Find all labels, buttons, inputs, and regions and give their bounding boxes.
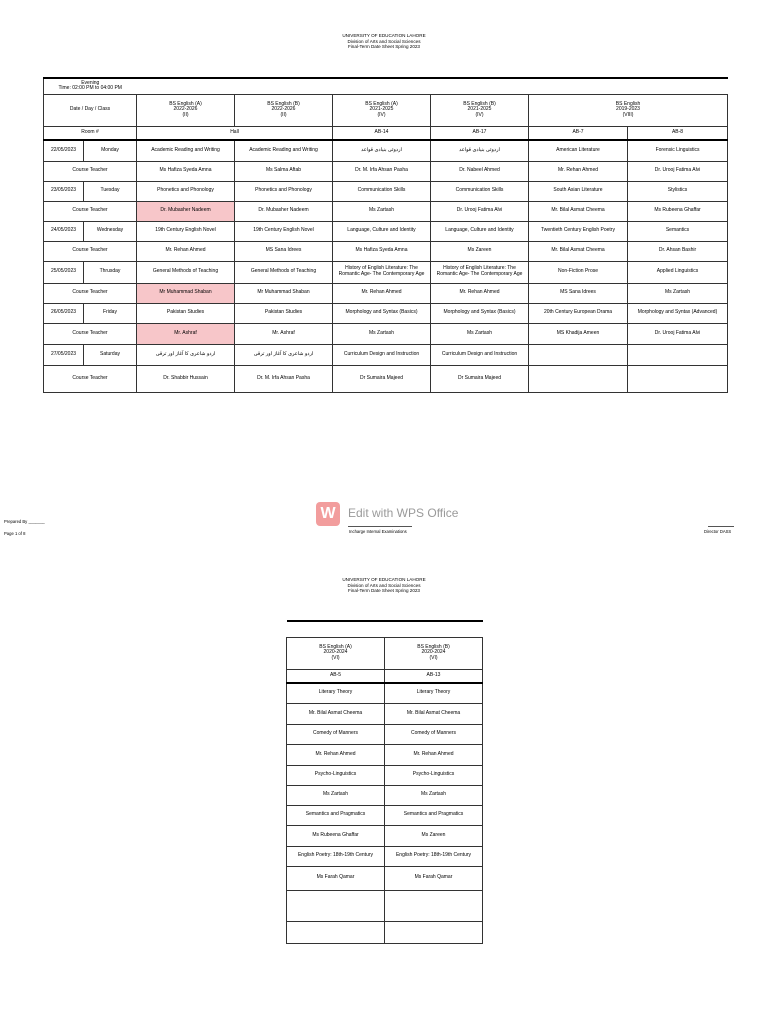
page2-cell: Ms Zareen [385,825,483,846]
teacher-cell: Dr Sumaira Majeed [431,365,529,392]
page2-cell: Mr. Rehan Ahmed [287,744,385,765]
page2-row [287,744,483,765]
page2-row [287,703,483,724]
page-number: Page 1 of 8 [4,531,26,536]
teacher-cell: Dr Sumaira Majeed [333,365,431,392]
wps-watermark-text: Edit with WPS Office [348,506,459,520]
day-cell: Thrusday [84,261,137,283]
teacher-cell: Mr. Rehan Ahmed [333,283,431,303]
teacher-cell: Ms Rubeena Ghaffar [628,201,728,221]
class-header: BS English (A) 2021-2025 (IV) [333,94,431,126]
page2-cell: Semantics and Pragmatics [287,805,385,825]
page2-row [287,785,483,805]
teacher-cell: Mr. Bilal Asmat Cheema [529,201,628,221]
subject-cell: Morphology and Syntax (Basics) [431,303,529,323]
teacher-cell: Mr. Rehan Ahmed [431,283,529,303]
class-header: BS English (A) 2020-2024 (VI) [287,637,385,669]
room-cell: AB-8 [628,126,728,140]
class-header: BS English (B) 2022-2026 (II) [235,94,333,126]
teacher-row [44,283,728,303]
page2-cell: Ms Rubeena Ghaffar [287,825,385,846]
subject-cell: History of English Literature: The Romantic Age- The Contemporary Age [333,261,431,283]
subject-cell: Twentieth Century English Poetry [529,221,628,241]
teacher-cell: Dr. M. Irfa Ahsan Pasha [333,161,431,181]
class-header: BS English 2019-2023 (VIII) [529,94,728,126]
teacher-cell: Ms Zartash [333,323,431,344]
class-header: BS English (A) 2022-2026 (II) [137,94,235,126]
teacher-cell: Mr. Bilal Asmat Cheema [529,241,628,261]
page2-cell: Psycho-Linguistics [385,765,483,785]
teacher-cell: Ms Zareen [431,241,529,261]
teacher-cell: Dr. Urooj Fatima Alvi [431,201,529,221]
datesheet-title: Final-Term Date Sheet Spring 2023 [347,588,420,594]
page2-row [287,825,483,846]
subject-cell: Pakistan Studies [137,303,235,323]
teacher-cell: Ms Hafiza Syeda Amna [137,161,235,181]
room-cell: AB-14 [333,126,431,140]
page2-top-spacer [287,621,483,637]
course-teacher-label: Course Teacher [44,161,137,181]
subject-row [44,181,728,201]
page2-row [287,846,483,866]
page2-cell: Comedy of Manners [385,724,483,744]
teacher-cell: Dr. Mubasher Nadeem [235,201,333,221]
teacher-cell: Dr. Urooj Fatima Alvi [628,161,728,181]
page2-cell: Literary Theory [385,683,483,703]
teacher-cell: Ms Salma Aftab [235,161,333,181]
date-cell: 25/05/2023 [44,261,84,283]
page2-row [287,805,483,825]
page2-row [287,765,483,785]
course-teacher-label: Course Teacher [44,201,137,221]
page2-cell: Mr. Rehan Ahmed [385,744,483,765]
teacher-cell: Dr. Mubasher Nadeem [137,201,235,221]
subject-cell: Non-Fiction Prose [529,261,628,283]
teacher-cell: Mr Muhammad Shaban [235,283,333,303]
subject-cell: 20th Century European Drama [529,303,628,323]
course-teacher-label: Course Teacher [44,241,137,261]
subject-row [44,344,728,365]
date-cell: 24/05/2023 [44,221,84,241]
page2-cell [287,921,385,943]
teacher-cell: Dr. Nabeel Ahmed [431,161,529,181]
page2-cell: Mr. Bilal Asmat Cheema [287,703,385,724]
subject-cell [529,344,628,365]
subject-cell: Phonetics and Phonology [235,181,333,201]
page2-cell: Ms Zartash [385,785,483,805]
subject-cell: Morphology and Syntax (Basics) [333,303,431,323]
teacher-cell: Dr. Shabbir Hussain [137,365,235,392]
prepared-by: Prepared By _______ [4,519,45,524]
day-cell: Wednesday [84,221,137,241]
division-name: Division of Arts and Social Sciences [347,582,421,588]
teacher-cell: Mr Muhammad Shaban [137,283,235,303]
subject-row [44,303,728,323]
page2-cell: English Poetry: 18th-19th Century [287,846,385,866]
day-cell: Monday [84,140,137,161]
subject-cell: General Methods of Teaching [235,261,333,283]
teacher-cell: Ms Hafiza Syeda Amna [333,241,431,261]
subject-row [44,261,728,283]
page2-schedule-body [287,683,483,943]
page2-cell: Ms Zartash [287,785,385,805]
teacher-cell: MS Khadija Ameen [529,323,628,344]
teacher-cell: Ms Zartash [628,283,728,303]
page2-row [287,683,483,703]
page1-header [0,33,768,50]
date-cell: 27/05/2023 [44,344,84,365]
page2-cell: Mr. Bilal Asmat Cheema [385,703,483,724]
page2-cell: Literary Theory [287,683,385,703]
subject-cell: American Literature [529,140,628,161]
page2-cell: Semantics and Pragmatics [385,805,483,825]
teacher-cell: MS Sana Idrees [529,283,628,303]
page2-row [287,866,483,890]
room-cell: AB-17 [431,126,529,140]
date-cell: 26/05/2023 [44,303,84,323]
datesheet-table-page2 [286,620,483,944]
subject-cell: Curriculum Design and Instruction [431,344,529,365]
teacher-cell: Mr. Rehan Ahmed [137,241,235,261]
subject-cell: Pakistan Studies [235,303,333,323]
teacher-row [44,201,728,221]
room-label: Room # [44,126,137,140]
subject-cell: 19th Century English Novel [235,221,333,241]
subject-row [44,140,728,161]
subject-cell: Applied Linguistics [628,261,728,283]
page2-cell: Ms Farah Qamar [385,866,483,890]
subject-cell: اردو شاعری کا آغاز اور ترقی [235,344,333,365]
day-cell: Saturday [84,344,137,365]
page2-cell: Ms Farah Qamar [287,866,385,890]
shift-cell [44,78,137,94]
subject-cell: اردوئی بنیادی قواعد [333,140,431,161]
course-teacher-label: Course Teacher [44,323,137,344]
university-name: UNIVERSITY OF EDUCATION LAHORE [342,577,426,582]
subject-cell: History of English Literature: The Romantic Age- The Contemporary Age [431,261,529,283]
teacher-cell: Mr. Ashraf [235,323,333,344]
subject-cell: Morphology and Syntax (Advanced) [628,303,728,323]
subject-cell: Language, Culture and Identity [333,221,431,241]
time-label: Time: 02:00 PM to 04:00 PM [58,85,122,92]
teacher-cell: Ms Zartash [333,201,431,221]
subject-cell [628,344,728,365]
director-signature-line [708,526,734,527]
schedule-body [44,140,728,392]
incharge-label: Incharge Internal Examinations [349,529,407,534]
subject-cell: Academic Reading and Writing [235,140,333,161]
datesheet-table-page1 [43,77,728,393]
subject-cell: Phonetics and Phonology [137,181,235,201]
page2-cell [385,890,483,921]
subject-cell: اردوئی بنیادی قواعد [431,140,529,161]
subject-cell: Semantics [628,221,728,241]
wps-watermark: W Edit with WPS Office [316,502,466,528]
page2-row [287,890,483,921]
date-cell: 22/05/2023 [44,140,84,161]
subject-cell: Curriculum Design and Instruction [333,344,431,365]
subject-cell: Forensic Linguistics [628,140,728,161]
teacher-cell [529,365,628,392]
teacher-cell [628,365,728,392]
day-cell: Tuesday [84,181,137,201]
teacher-row [44,323,728,344]
subject-cell: South Asian Literature [529,181,628,201]
subject-cell: General Methods of Teaching [137,261,235,283]
subject-cell: Communication Skills [431,181,529,201]
page2-cell: English Poetry: 18th-19th Century [385,846,483,866]
shift-empty [137,78,728,94]
teacher-cell: Dr. Ahsan Bashir [628,241,728,261]
page2-cell: Comedy of Manners [287,724,385,744]
page2-row [287,724,483,744]
page2-cell [287,890,385,921]
subject-cell: Language, Culture and Identity [431,221,529,241]
teacher-cell: Ms Zartash [431,323,529,344]
subject-row [44,221,728,241]
division-name: Division of Arts and Social Sciences [347,38,421,44]
page2-row [287,921,483,943]
teacher-cell: Mr. Rehan Ahmed [529,161,628,181]
room-cell: AB-5 [287,669,385,683]
incharge-signature-line [348,526,412,527]
page2-cell: Psycho-Linguistics [287,765,385,785]
subject-cell: Academic Reading and Writing [137,140,235,161]
room-cell: AB-7 [529,126,628,140]
teacher-cell: Mr. Ashraf [137,323,235,344]
subject-cell: Stylistics [628,181,728,201]
shift-label: Evening [81,79,100,86]
class-header: BS English (B) 2021-2025 (IV) [431,94,529,126]
room-cell: Hall [137,126,333,140]
page2-cell [385,921,483,943]
corner-label: Date / Day / Class [44,94,137,126]
subject-cell: Communication Skills [333,181,431,201]
datesheet-title: Final-Term Date Sheet Spring 2023 [347,44,420,50]
subject-cell: 19th Century English Novel [137,221,235,241]
course-teacher-label: Course Teacher [44,283,137,303]
university-name: UNIVERSITY OF EDUCATION LAHORE [342,33,426,38]
course-teacher-label: Course Teacher [44,365,137,392]
teacher-cell: Dr. Urooj Fatima Alvi [628,323,728,344]
date-cell: 23/05/2023 [44,181,84,201]
teacher-cell: Dr. M. Irfa Ahsan Pasha [235,365,333,392]
page2-header [0,577,768,594]
teacher-row [44,161,728,181]
director-label: Director DASS [704,529,732,534]
teacher-row [44,241,728,261]
day-cell: Friday [84,303,137,323]
class-header: BS English (B) 2020-2024 (VI) [385,637,483,669]
teacher-cell: MS Sana Idrees [235,241,333,261]
subject-cell: اردو شاعری کا آغاز اور ترقی [137,344,235,365]
room-cell: AB-13 [385,669,483,683]
teacher-row [44,365,728,392]
